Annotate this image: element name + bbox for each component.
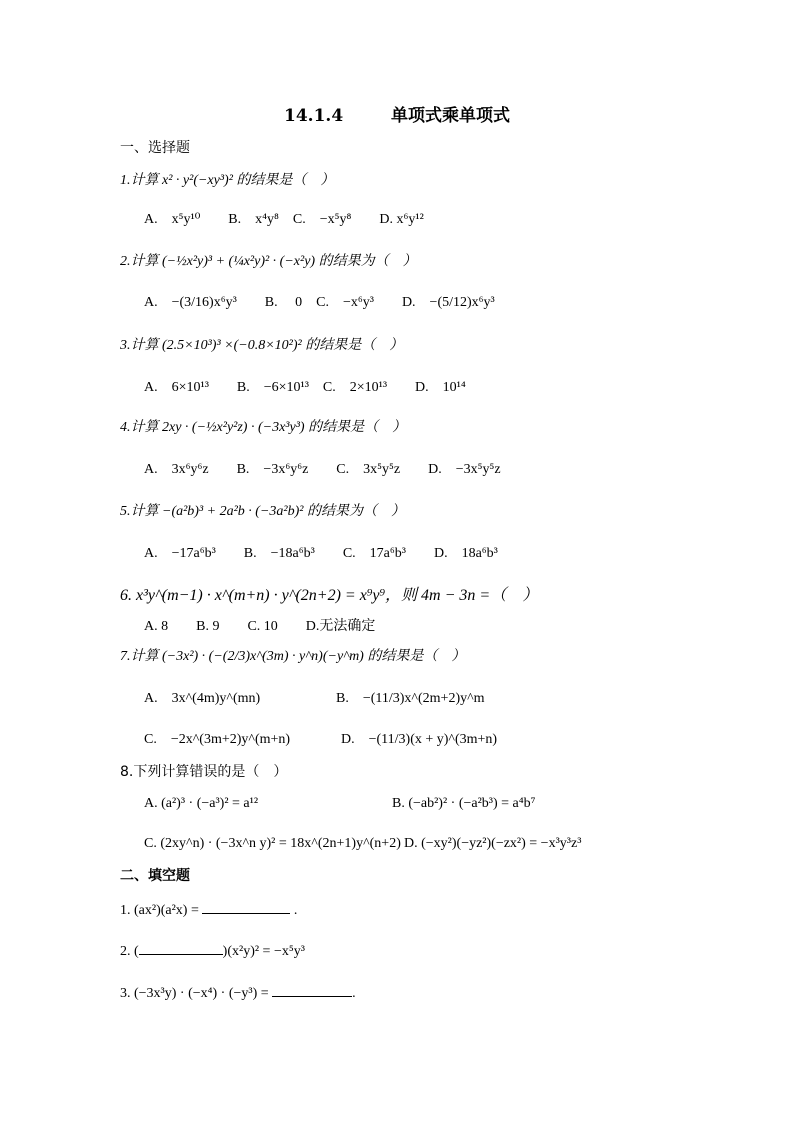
question-7-option-d: D. −(11/3)(x + y)^(3m+n) bbox=[341, 732, 498, 747]
question-7-option-c: C. −2x^(3m+2)y^(m+n) bbox=[144, 732, 291, 747]
fill-2-suffix: )(x²y)² = −x⁵y³ bbox=[222, 944, 305, 959]
page-title bbox=[0, 106, 794, 126]
question-1-options: A. x⁵y¹⁰ B. x⁴y⁸ C. −x⁵y⁸ D. x⁶y¹² bbox=[144, 212, 424, 227]
question-3-stem: 3.计算 (2.5×10³)³ ×(−0.8×10²)² 的结果是（ ） bbox=[120, 338, 404, 353]
fill-question-2 bbox=[120, 940, 305, 962]
question-8-option-c: C. (2xy^n) · (−3x^n y)² = 18x^(2n+1)y^(n+2) bbox=[144, 836, 401, 851]
question-7-option-a: A. 3x^(4m)y^(mn) bbox=[144, 691, 261, 706]
question-8-option-a: A. (a²)³ · (−a³)² = a¹² bbox=[144, 796, 259, 811]
section-choice-heading: 一、选择题 bbox=[120, 140, 190, 156]
fill-3-text: 3. (−3x³y) · (−x⁴) · (−y³) = bbox=[120, 986, 269, 1001]
section-fill-heading: 二、填空题 bbox=[120, 868, 190, 884]
fill-1-text: 1. (ax²)(a²x) = bbox=[120, 903, 199, 918]
question-8-option-d: D. (−xy²)(−yz²)(−zx²) = −x³y³z³ bbox=[404, 836, 582, 851]
question-3-options: A. 6×10¹³ B. −6×10¹³ C. 2×10¹³ D. 10¹⁴ bbox=[144, 380, 466, 395]
question-5-options: A. −17a⁶b³ B. −18a⁶b³ C. 17a⁶b³ D. 18a⁶b³ bbox=[144, 546, 498, 561]
question-6-stem: 6. x³y^(m−1) · x^(m+n) · y^(2n+2) = x⁹y⁹，则 4m − 3n =（ ） bbox=[120, 587, 539, 604]
fill-question-1 bbox=[120, 899, 297, 921]
question-7-option-b: B. −(11/3)x^(2m+2)y^m bbox=[336, 691, 485, 706]
question-4-options: A. 3x⁶y⁶z B. −3x⁶y⁶z C. 3x⁵y⁵z D. −3x⁵y⁵z bbox=[144, 462, 501, 477]
title-number: 14.1.4 bbox=[284, 106, 344, 126]
question-7-stem: 7.计算 (−3x²) · (−(2/3)x^(3m) · y^n)(−y^m) 的结果是（ ） bbox=[120, 649, 466, 664]
fill-3-end: . bbox=[352, 986, 356, 1001]
question-2-stem: 2.计算 (−½x²y)³ + (¼x²y)² · (−x²y) 的结果为（ ） bbox=[120, 254, 417, 269]
title-text: 单项式乘单项式 bbox=[391, 106, 510, 126]
question-6-options: A. 8 B. 9 C. 10 D.无法确定 bbox=[144, 619, 376, 634]
fill-question-3 bbox=[120, 982, 356, 1004]
fill-2-prefix: 2. ( bbox=[120, 944, 139, 959]
question-4-stem: 4.计算 2xy · (−½x²y²z) · (−3x³y³) 的结果是（ ） bbox=[120, 420, 407, 435]
fill-3-answer-blank[interactable] bbox=[272, 982, 352, 997]
fill-1-answer-blank[interactable] bbox=[202, 899, 290, 914]
question-2-options: A. −(3/16)x⁶y³ B. 0 C. −x⁶y³ D. −(5/12)x⁶y³ bbox=[144, 295, 495, 310]
question-8-option-b: B. (−ab²)² · (−a²b³) = a⁴b⁷ bbox=[392, 796, 536, 811]
fill-2-answer-blank[interactable] bbox=[139, 940, 223, 955]
question-8-stem: 8.下列计算错误的是（ ） bbox=[120, 764, 288, 780]
fill-1-end: . bbox=[293, 903, 298, 918]
question-5-stem: 5.计算 −(a²b)³ + 2a²b · (−3a²b)² 的结果为（ ） bbox=[120, 504, 405, 519]
question-1-stem: 1.计算 x² · y²(−xy³)² 的结果是（ ） bbox=[120, 173, 335, 188]
